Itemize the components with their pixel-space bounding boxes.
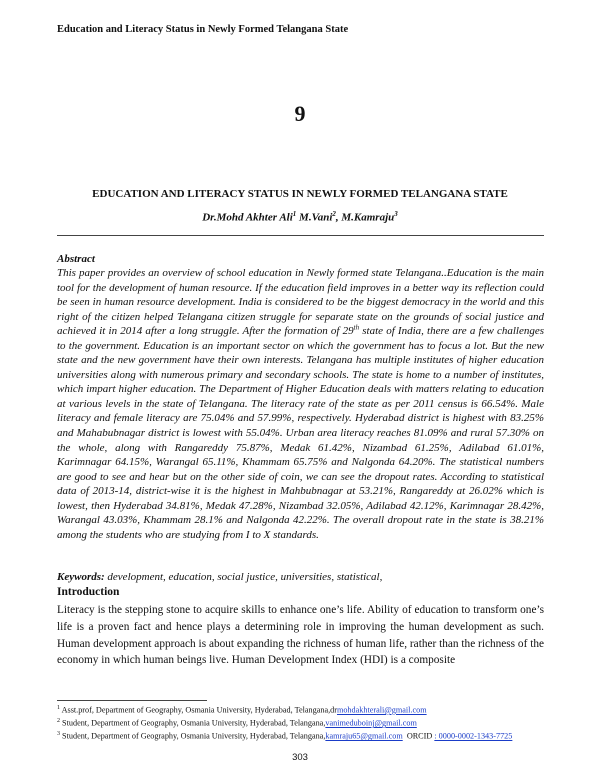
footnote-text: Student, Department of Geography, Osmania University, Hyderabad, Telangana, [60,732,326,742]
author-affiliation-mark: 2 [332,210,336,218]
abstract-heading: Abstract [57,253,95,265]
keywords-list: development, education, social justice, universities, statistical, [104,571,383,583]
email-link[interactable]: vanimeduboinj@gmail.com [325,718,417,728]
chapter-number: 9 [294,101,306,126]
footnotes [57,703,544,743]
orcid-link[interactable]: : 0000-0002-1343-7725 [434,732,513,742]
footnote [57,729,544,742]
page-number: 303 [292,752,308,763]
email-link[interactable]: kamraju65@gmail.com [325,732,403,742]
ordinal-suffix: th [353,323,360,332]
abstract-body [57,266,544,542]
footnote [57,716,544,729]
keywords-label: Keywords: [57,571,105,583]
footnote-number: 3 [57,731,60,738]
author-name: M.Vani [299,211,333,224]
author-affiliation-mark: 3 [394,210,398,218]
author-name: M.Kamraju [341,211,395,224]
footnote-number: 2 [57,718,60,725]
author-affiliation-mark: 1 [292,210,297,218]
abstract-text-continued: state of India, there are a few challenges to the government. Education is an important sector on which the government has to focus a lot. But the new state and the new government have their own interests. Telangana has multiple institutes of higher education universities along with numerous primary and secondary schools. The state is home to a number of institutes, which impart higher education. The Department of Higher Education deals with matters relating to education at various levels in the state of Telangana. The literacy rate of the state as per 2011 census is 66.54%. Male literacy and female literacy are 75.04% and 57.99%, respectively. Hyderabad district is highest with 83.25% and Mahabubnagar district is lowest with 55.04%. Urban area literacy reaches 81.09% and rural 57.30% on the whole, along with Rangareddy 75.87%, Medak 61.42%, Nizambad 61.25%, Adilabad 61.01%, Karimnagar 64.15%, Warangal 65.11%, Khammam 65.75% and Nalgonda 64.20%. The statistical numbers are good to see and hear but on the other side of coin, we can see the dropout rates. According to statistical data of 2013-14, district-wise it is the highest in Mahbubnagar at 53.21%, Rangareddy at 26.02% which is lowest, then Hyderabad 34.81%, Medak 47.28%, Nizambad 32.05%, Adilabad 42.12%, Karimnagar 28.42%, Warangal 43.03%, Khammam 28.1% and Nalgonda 42.22%. The overall dropout rate in the state is 38.21% among the students who are studying from I to X standards. [57,325,544,541]
footnote-divider [57,700,207,701]
introduction-heading: Introduction [57,586,120,598]
keywords-line [57,571,544,583]
abstract-text: This paper provides an overview of school education in Newly formed state Telangana..Education is the main tool for the development of human resource. If the education field improves in a better way its reflection could be seen in human resource development. India is considered to be the biggest democracy in the world and this right of the citizen helped Telangana citizen struggle for separate state on the grounds of social justice and achieved it in 2014 after a long struggle. After the formation of 29 [57,267,544,338]
orcid-label: ORCID [402,732,435,742]
author-name: Dr.Mohd Akhter Ali [202,211,293,224]
paper-title: EDUCATION AND LITERACY STATUS IN NEWLY FORMED TELANGANA STATE [92,188,508,200]
footnote [57,703,544,716]
footnote-text: Asst.prof, Department of Geography, Osmania University, Hyderabad, Telangana,dr [60,705,337,715]
running-head: Education and Literacy Status in Newly Formed Telangana State [57,24,349,35]
introduction-body: Literacy is the stepping stone to acquire skills to enhance one’s life. Ability of education to transform one’s life is a proven fact and hence plays a determining role in improving the human development as such. Human development approach is about expanding the richness of human life, rather than the richness of the economy in which human beings live. Human Development Index (HDI) is a composite [57,604,544,667]
footnote-text: Student, Department of Geography, Osmania University, Hyderabad, Telangana, [60,718,326,728]
title-divider [57,235,544,236]
footnote-number: 1 [57,705,60,711]
email-link[interactable]: mohdakhterali@gmail.com [336,705,427,715]
author-line: Dr.Mohd Akhter Ali$^1$ M.Vani$^2$, M.Kamraju$^3$ [202,210,398,224]
